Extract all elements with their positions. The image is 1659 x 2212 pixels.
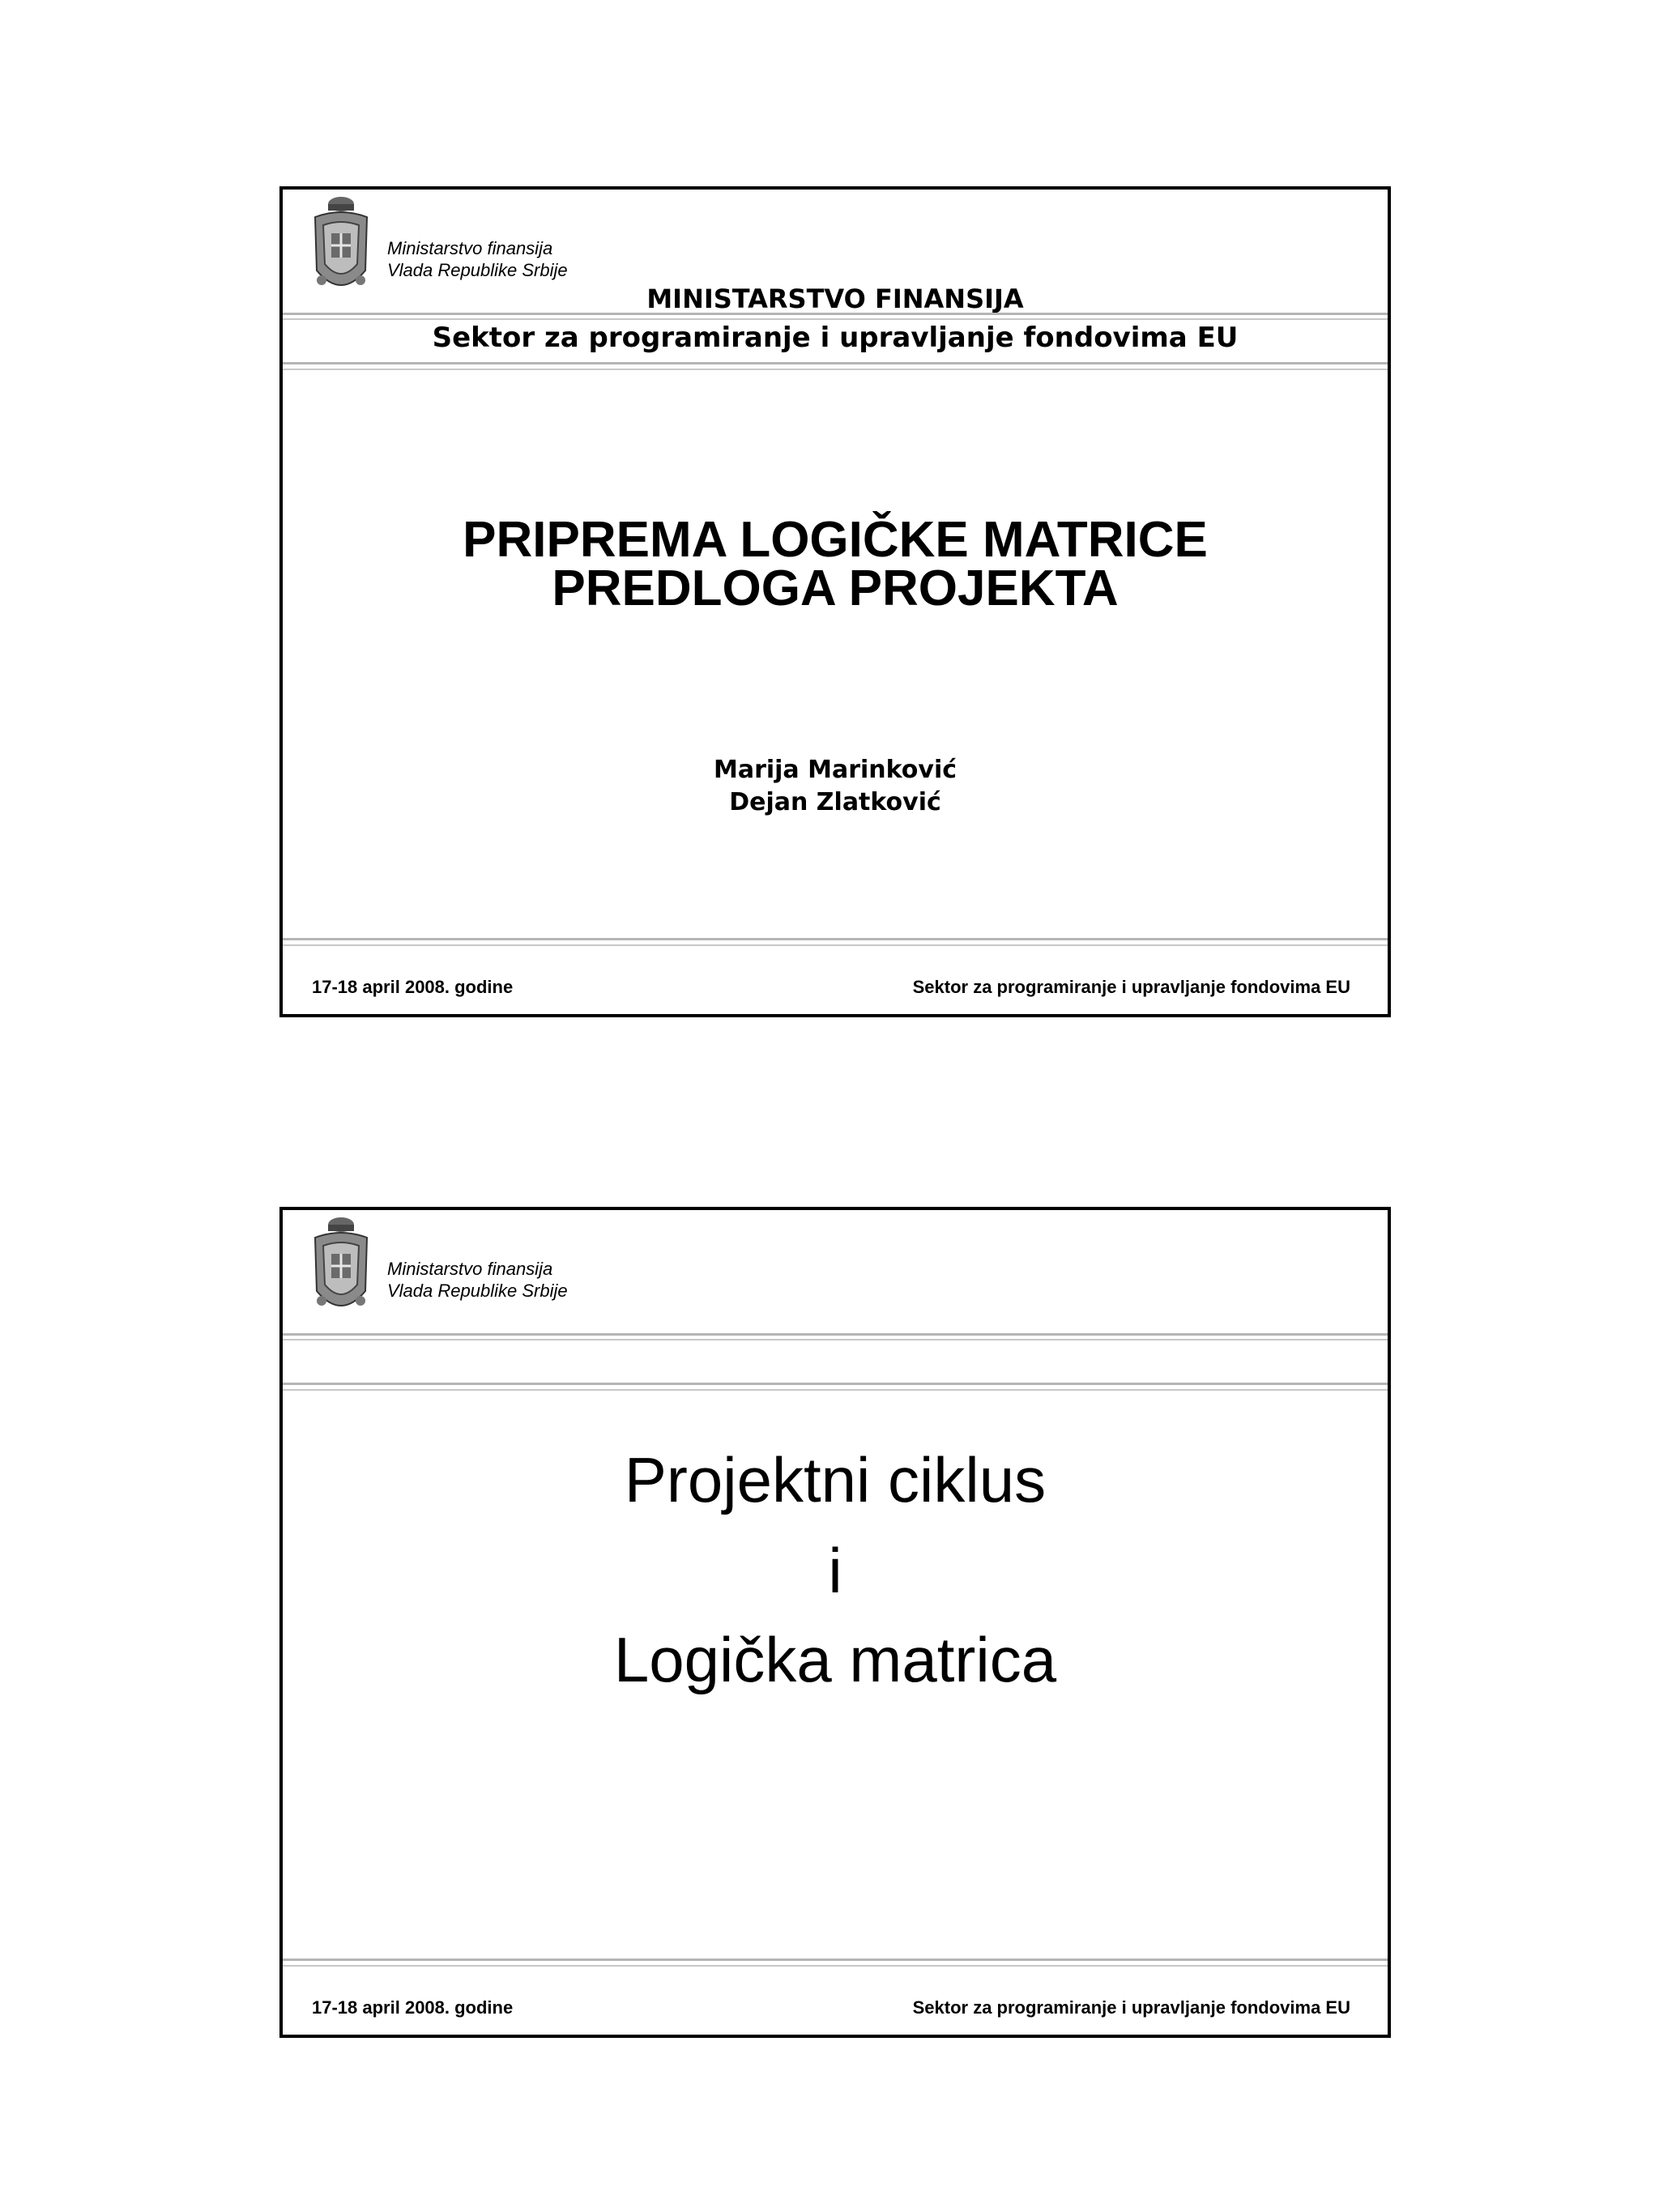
slide-heading-line: Projektni ciklus	[624, 1444, 1047, 1515]
divider	[283, 944, 1388, 946]
slide-1	[279, 186, 1391, 1017]
org-name: Ministarstvo finansija	[387, 238, 553, 258]
divider	[283, 1389, 1388, 1391]
divider	[283, 313, 1388, 315]
title-line: PREDLOGA PROJEKTA	[552, 560, 1119, 616]
slide-2	[279, 1207, 1391, 2038]
divider	[283, 369, 1388, 370]
divider	[283, 1333, 1388, 1336]
government-name: Vlada Republike Srbije	[387, 1281, 568, 1301]
title-line: PRIPREMA LOGIČKE MATRICE	[463, 512, 1208, 568]
divider	[283, 362, 1388, 364]
slide-title	[283, 512, 1388, 616]
serbian-coat-of-arms-icon	[312, 1213, 370, 1320]
slide-heading-line: Logička matrica	[613, 1624, 1057, 1695]
footer-sector: Sektor za programiranje i upravljanje fondovima EU	[912, 977, 1350, 997]
ministry-heading: MINISTARSTVO FINANSIJA	[646, 283, 1024, 314]
author-name: Dejan Zlatković	[729, 788, 941, 816]
divider	[283, 1383, 1388, 1385]
sector-heading: Sektor za programiranje i upravljanje fondovima EU	[432, 322, 1239, 354]
divider	[283, 938, 1388, 940]
slide-heading-line: i	[828, 1535, 842, 1606]
org-name: Ministarstvo finansija	[387, 1259, 553, 1279]
footer-sector: Sektor za programiranje i upravljanje fondovima EU	[912, 1997, 1350, 2018]
authors	[283, 754, 1388, 819]
government-name: Vlada Republike Srbije	[387, 260, 568, 280]
author-name: Marija Marinković	[713, 756, 957, 784]
footer-date: 17-18 april 2008. godine	[312, 1997, 514, 2018]
divider	[283, 1339, 1388, 1340]
footer-date: 17-18 april 2008. godine	[312, 977, 514, 997]
divider	[283, 1958, 1388, 1961]
divider	[283, 1965, 1388, 1967]
